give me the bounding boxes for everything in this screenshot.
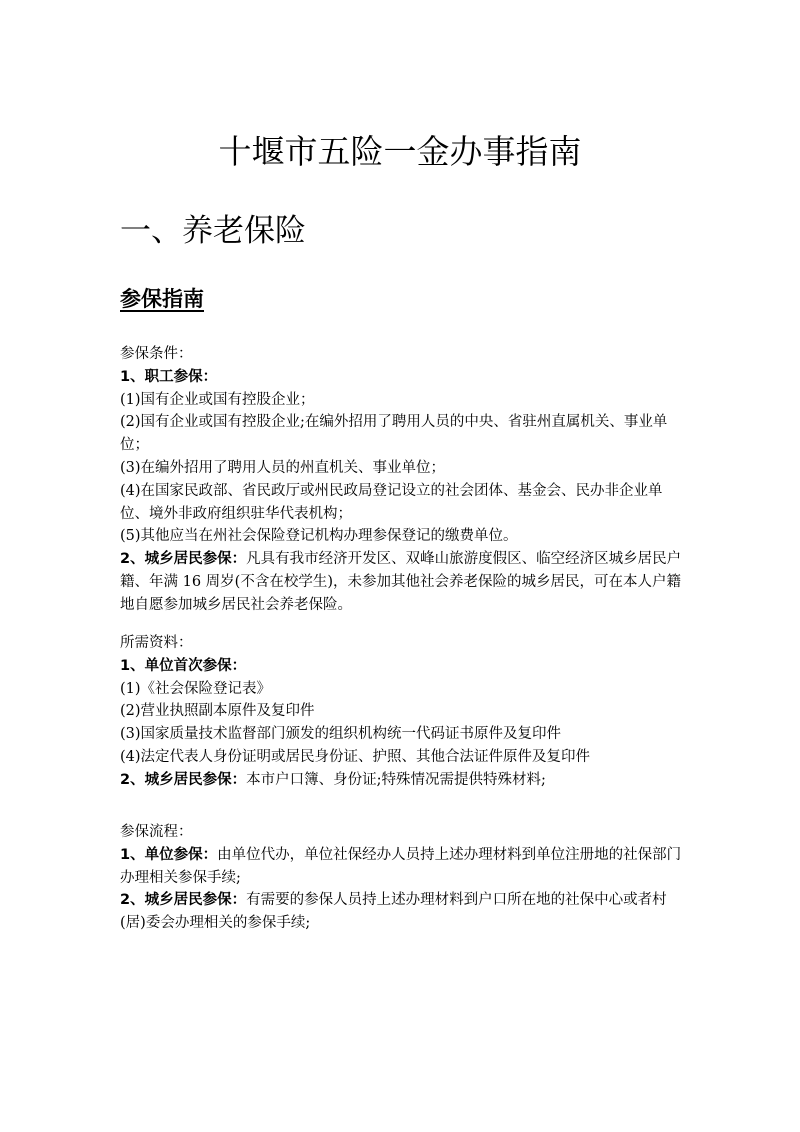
- resident-materials-label: 2、城乡居民参保：: [120, 771, 247, 788]
- subsection-heading: 参保指南: [120, 287, 204, 311]
- document-title: 十堰市五险一金办事指南: [218, 132, 582, 171]
- employee-item-3: (3)在编外招用了聘用人员的州直机关、事业单位；: [120, 459, 446, 476]
- unit-process-text: 由单位代办，单位社保经办人员持上述办理材料到单位注册地的社保部门办理相关参保手续;: [120, 846, 682, 886]
- process-heading: 参保流程：: [120, 824, 193, 840]
- employee-item-5: (5)其他应当在州社会保险登记机构办理参保登记的缴费单位。: [120, 528, 518, 545]
- resident-condition-text: 凡具有我市经济开发区、双峰山旅游度假区、临空经济区城乡居民户籍、年满 16 周岁(不含在校学生)，未参加其他社会养老保险的城乡居民，可在本人户籍地自愿参加城乡居民社会养老保险。: [120, 551, 682, 613]
- unit-material-1: (1)《社会保险登记表》: [120, 680, 272, 697]
- unit-material-4: (4)法定代表人身份证明或居民身份证、护照、其他合法证件原件及复印件: [120, 748, 591, 765]
- resident-process-label: 2、城乡居民参保：: [120, 892, 247, 909]
- process-block: [120, 821, 690, 935]
- employee-item-4: (4)在国家民政部、省民政厅或州民政局登记设立的社会团体、基金会、民办非企业单位、境外非政府组织驻华代表机构；: [120, 482, 663, 522]
- resident-process: [120, 889, 690, 935]
- section-heading: 一、养老保险: [120, 213, 306, 249]
- unit-process: [120, 844, 690, 890]
- resident-process-text: 有需要的参保人员持上述办理材料到户口所在地的社保中心或者村(居)委会办理相关的参保手续;: [120, 892, 667, 932]
- conditions-block: [120, 343, 690, 617]
- conditions-heading: 参保条件：: [120, 346, 193, 362]
- employee-item-2: (2)国有企业或国有控股企业;在编外招用了聘用人员的中央、省驻州直属机关、事业单位；: [120, 414, 668, 454]
- unit-material-3: (3)国家质量技术监督部门颁发的组织机构统一代码证书原件及复印件: [120, 726, 562, 743]
- resident-materials: [120, 769, 690, 792]
- materials-heading: 所需资料：: [120, 635, 193, 651]
- unit-process-label: 1、单位参保：: [120, 846, 218, 863]
- resident-materials-text: 本市户口簿、身份证;特殊情况需提供特殊材料;: [246, 771, 546, 788]
- unit-material-2: (2)营业执照副本原件及复印件: [120, 703, 315, 720]
- employee-item-1: (1)国有企业或国有控股企业；: [120, 391, 315, 408]
- resident-condition: [120, 548, 690, 616]
- unit-materials-label: 1、单位首次参保：: [120, 657, 247, 674]
- resident-condition-label: 2、城乡居民参保：: [120, 551, 247, 568]
- employee-label: 1、职工参保：: [120, 368, 218, 385]
- materials-block: [120, 632, 690, 792]
